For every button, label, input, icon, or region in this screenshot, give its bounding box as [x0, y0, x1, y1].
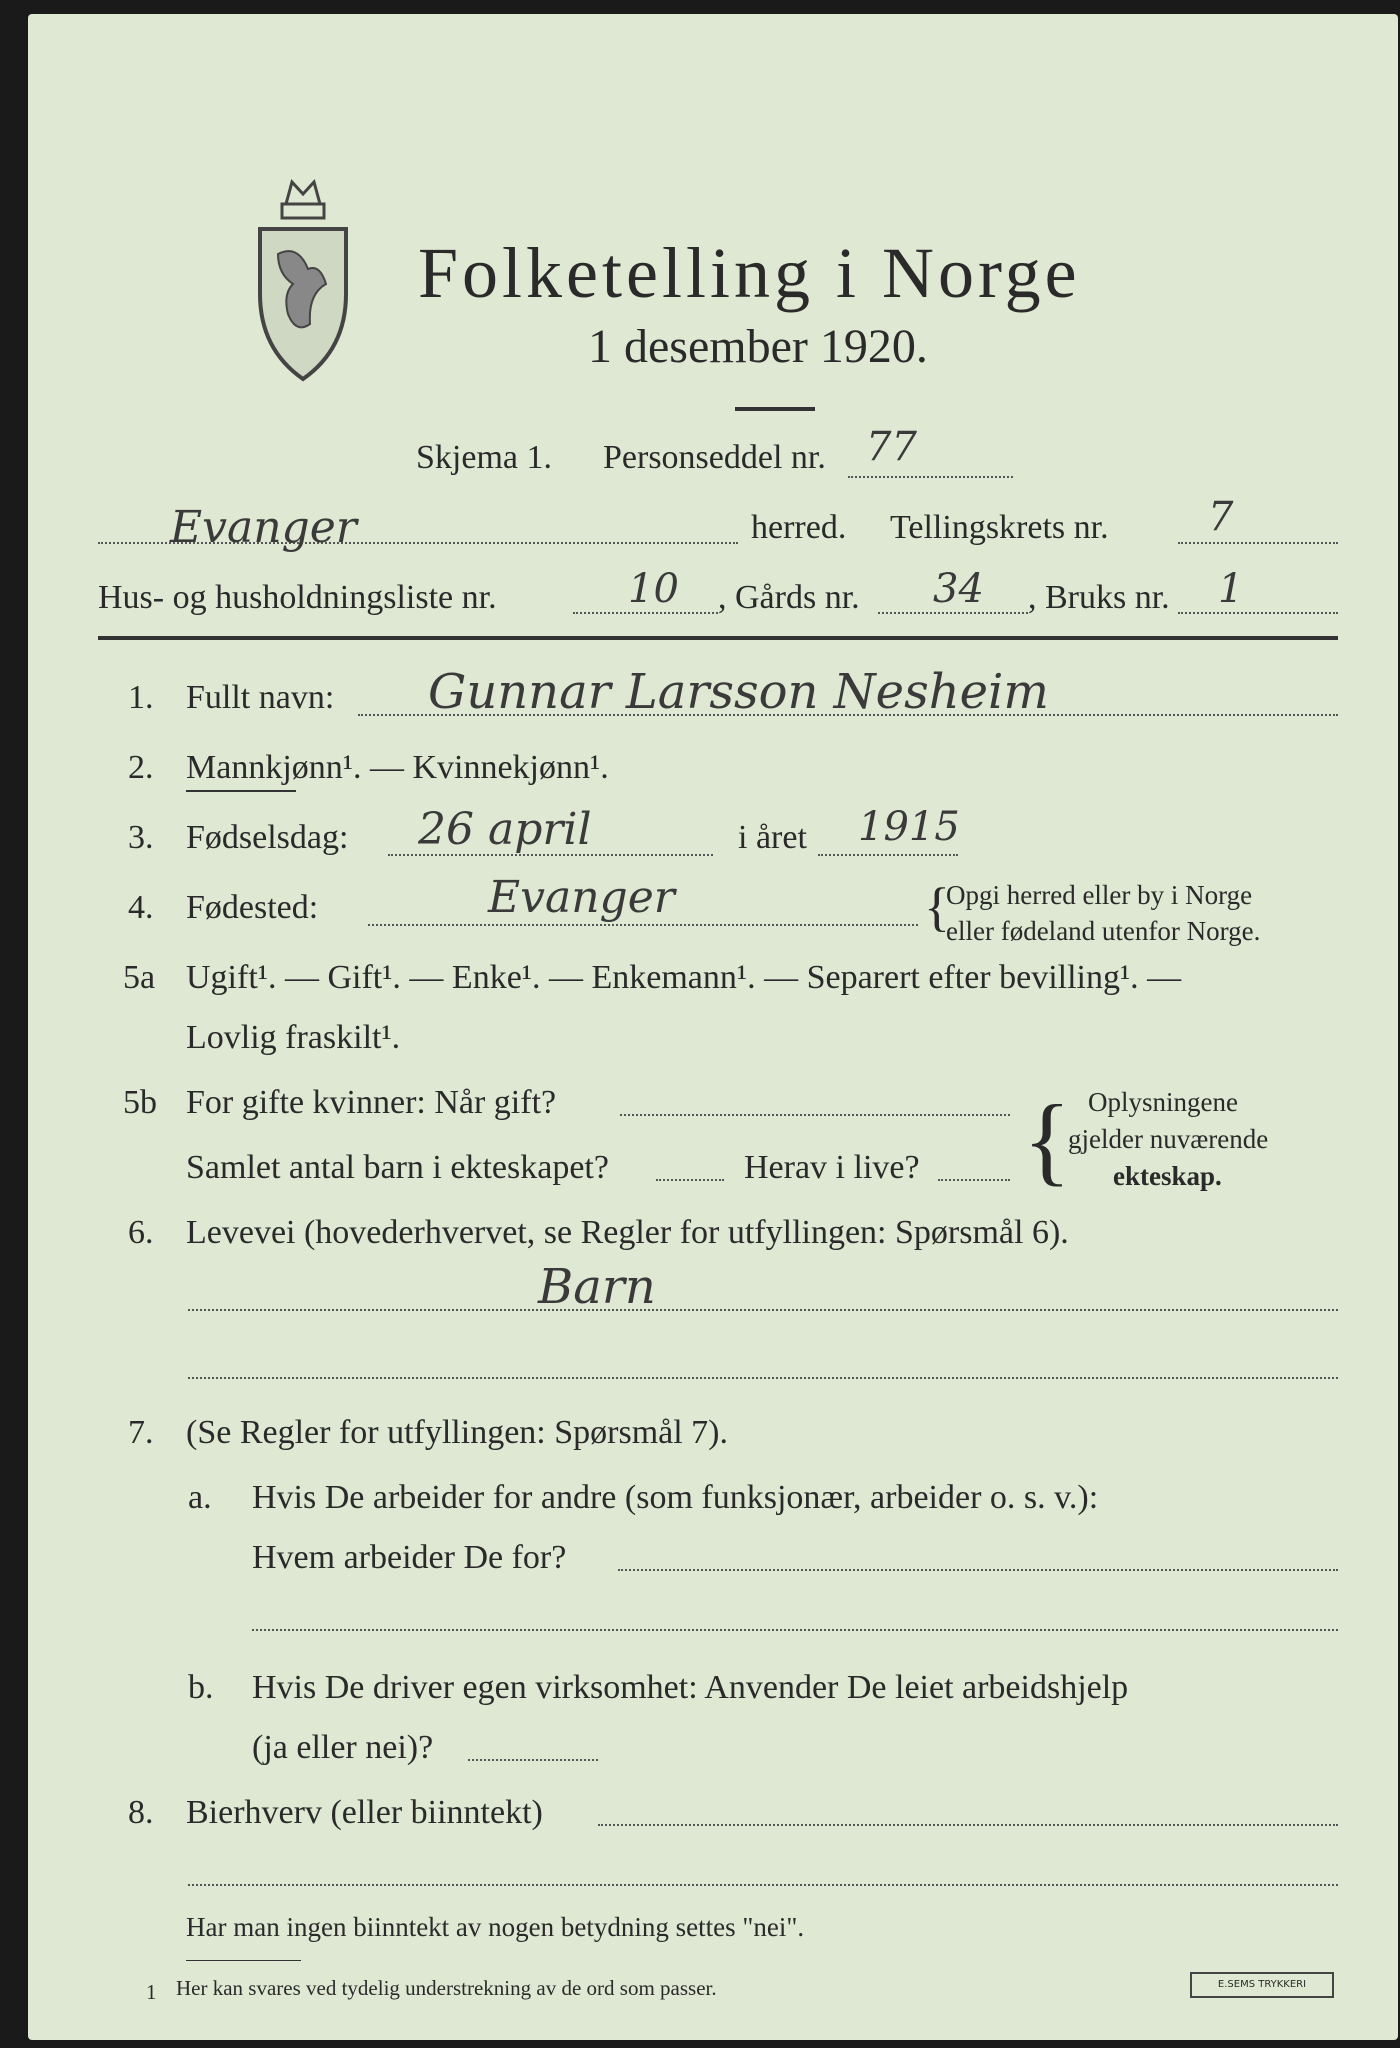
tellingskrets-label: Tellingskrets nr. [890, 509, 1109, 546]
q3-number: 3. [128, 819, 154, 856]
birthplace-value[interactable]: Evanger [488, 872, 675, 923]
q6-number: 6. [128, 1214, 154, 1251]
q8-number: 8. [128, 1794, 154, 1831]
q5b-note-1: Oplysningene [1088, 1087, 1238, 1117]
q4-label: Fødested: [186, 889, 319, 926]
bruks-label: , Bruks nr. [1028, 579, 1170, 616]
hus-label: Hus- og husholdningsliste nr. [98, 579, 497, 616]
q2-number: 2. [128, 749, 154, 786]
footnote: Her kan svares ved tydelig understrekning av de ord som passer. [176, 1976, 717, 2000]
q7b-number: b. [188, 1669, 214, 1706]
q5b-number: 5b [123, 1084, 157, 1121]
q7-number: 7. [128, 1414, 154, 1451]
personseddel-label: Personseddel nr. [603, 439, 826, 476]
hus-value[interactable]: 10 [628, 566, 679, 612]
sex-options[interactable]: Mannkjønn¹. — Kvinnekjønn¹. [186, 749, 609, 786]
full-name-value[interactable]: Gunnar Larsson Nesheim [428, 664, 1049, 720]
q7b-line-1: Hvis De driver egen virksomhet: Anvender De leiet arbeidshjelp [252, 1669, 1129, 1706]
footnote-mark: 1 [146, 1980, 157, 2004]
header-divider [98, 636, 1338, 640]
herred-value[interactable]: Evanger [170, 502, 357, 553]
printer-stamp: E.SEMS TRYKKERI [1190, 1972, 1334, 1998]
q7-label: (Se Regler for utfyllingen: Spørsmål 7). [186, 1414, 729, 1451]
q5b-married-label: For gifte kvinner: Når gift? [186, 1084, 557, 1121]
q5b-children-label: Samlet antal barn i ekteskapet? [186, 1149, 609, 1186]
birth-year-value[interactable]: 1915 [858, 804, 960, 850]
q1-label: Fullt navn: [186, 679, 335, 716]
q7b-line-2: (ja eller nei)? [252, 1729, 434, 1766]
herred-label: herred. [751, 509, 847, 546]
q7a-number: a. [188, 1479, 212, 1516]
occupation-value[interactable]: Barn [538, 1259, 656, 1315]
sex-underline [186, 790, 296, 792]
q7a-line-2: Hvem arbeider De for? [252, 1539, 567, 1576]
q8-label: Bierhverv (eller biinntekt) [186, 1794, 543, 1831]
q5a-number: 5a [123, 959, 156, 996]
birthplace-note-2: eller fødeland utenfor Norge. [946, 916, 1261, 946]
bruks-value[interactable]: 1 [1218, 566, 1244, 612]
q5b-note-3: ekteskap. [1113, 1161, 1222, 1191]
form-title: Folketelling i Norge [418, 233, 1081, 313]
personseddel-value[interactable]: 77 [866, 424, 917, 470]
census-form: Folketelling i Norge 1 desember 1920. Skjema 1. Personseddel nr. 77 Evanger herred. Tellingskrets nr. 7 Hus- og husholdningsliste nr. 10 , Gårds nr. 34 , Bruks nr. 1 1. Fullt navn: Gunnar Larsson Nesheim 2. Mannkjønn¹. — Kvinnekjønn¹. 3. Fødselsdag: 26 april i året 1915 4. Fødested: Evanger { Opgi herred eller by i Norge eller fødeland utenfor Norge. 5a Ugift¹. — Gift¹. — Enke¹. — Enkemann¹. — Separert efter bevilling¹. — Lovlig fraskilt¹. 5b For gifte kvinner: Når gift? Samlet antal barn i ekteskapet? Herav i live? { Oplysningene gjelder nuværende ekteskap. 6. Levevei (hovederhvervet, se Regler for utfyllingen: Spørsmål 6). Barn 7. (Se Regler for utfyllingen: Spørsmål 7). a. Hvis De arbeider for andre (som funksjonær, arbeider o. s. v.): Hvem arbeider De for? b. Hvis De driver egen virksomhet: Anvender De leiet arbeidshjelp (ja eller nei)? 8. Bierhverv (eller biinntekt) Har man ingen biinntekt av nogen betydning settes "nei". 1 Her kan svares ved tydelig understrekning av de ord som passer. E.SEMS TRYKKERI [28, 14, 1398, 2040]
tellingskrets-value[interactable]: 7 [1208, 494, 1234, 540]
q5b-note-2: gjelder nuværende [1068, 1124, 1269, 1154]
q6-label: Levevei (hovederhvervet, se Regler for utfyllingen: Spørsmål 6). [186, 1214, 1069, 1251]
coat-of-arms-icon [248, 174, 358, 389]
gards-label: , Gårds nr. [718, 579, 860, 616]
birthplace-note-1: Opgi herred eller by i Norge [946, 880, 1253, 910]
marital-options[interactable]: Ugift¹. — Gift¹. — Enke¹. — Enkemann¹. — Separert efter bevilling¹. — [186, 959, 1182, 996]
q3-label: Fødselsdag: [186, 819, 349, 856]
q7a-line-1: Hvis De arbeider for andre (som funksjonær, arbeider o. s. v.): [252, 1479, 1099, 1516]
birthday-value[interactable]: 26 april [418, 804, 592, 855]
year-label: i året [738, 819, 807, 856]
census-date: 1 desember 1920. [588, 320, 928, 373]
q1-number: 1. [128, 679, 154, 716]
marital-options-2[interactable]: Lovlig fraskilt¹. [186, 1019, 401, 1056]
q4-number: 4. [128, 889, 154, 926]
gards-value[interactable]: 34 [933, 566, 984, 612]
title-divider [735, 407, 815, 411]
skjema-label: Skjema 1. [416, 439, 552, 476]
no-income-note: Har man ingen biinntekt av nogen betydning settes "nei". [186, 1912, 805, 1942]
q5b-alive-label: Herav i live? [744, 1149, 920, 1186]
